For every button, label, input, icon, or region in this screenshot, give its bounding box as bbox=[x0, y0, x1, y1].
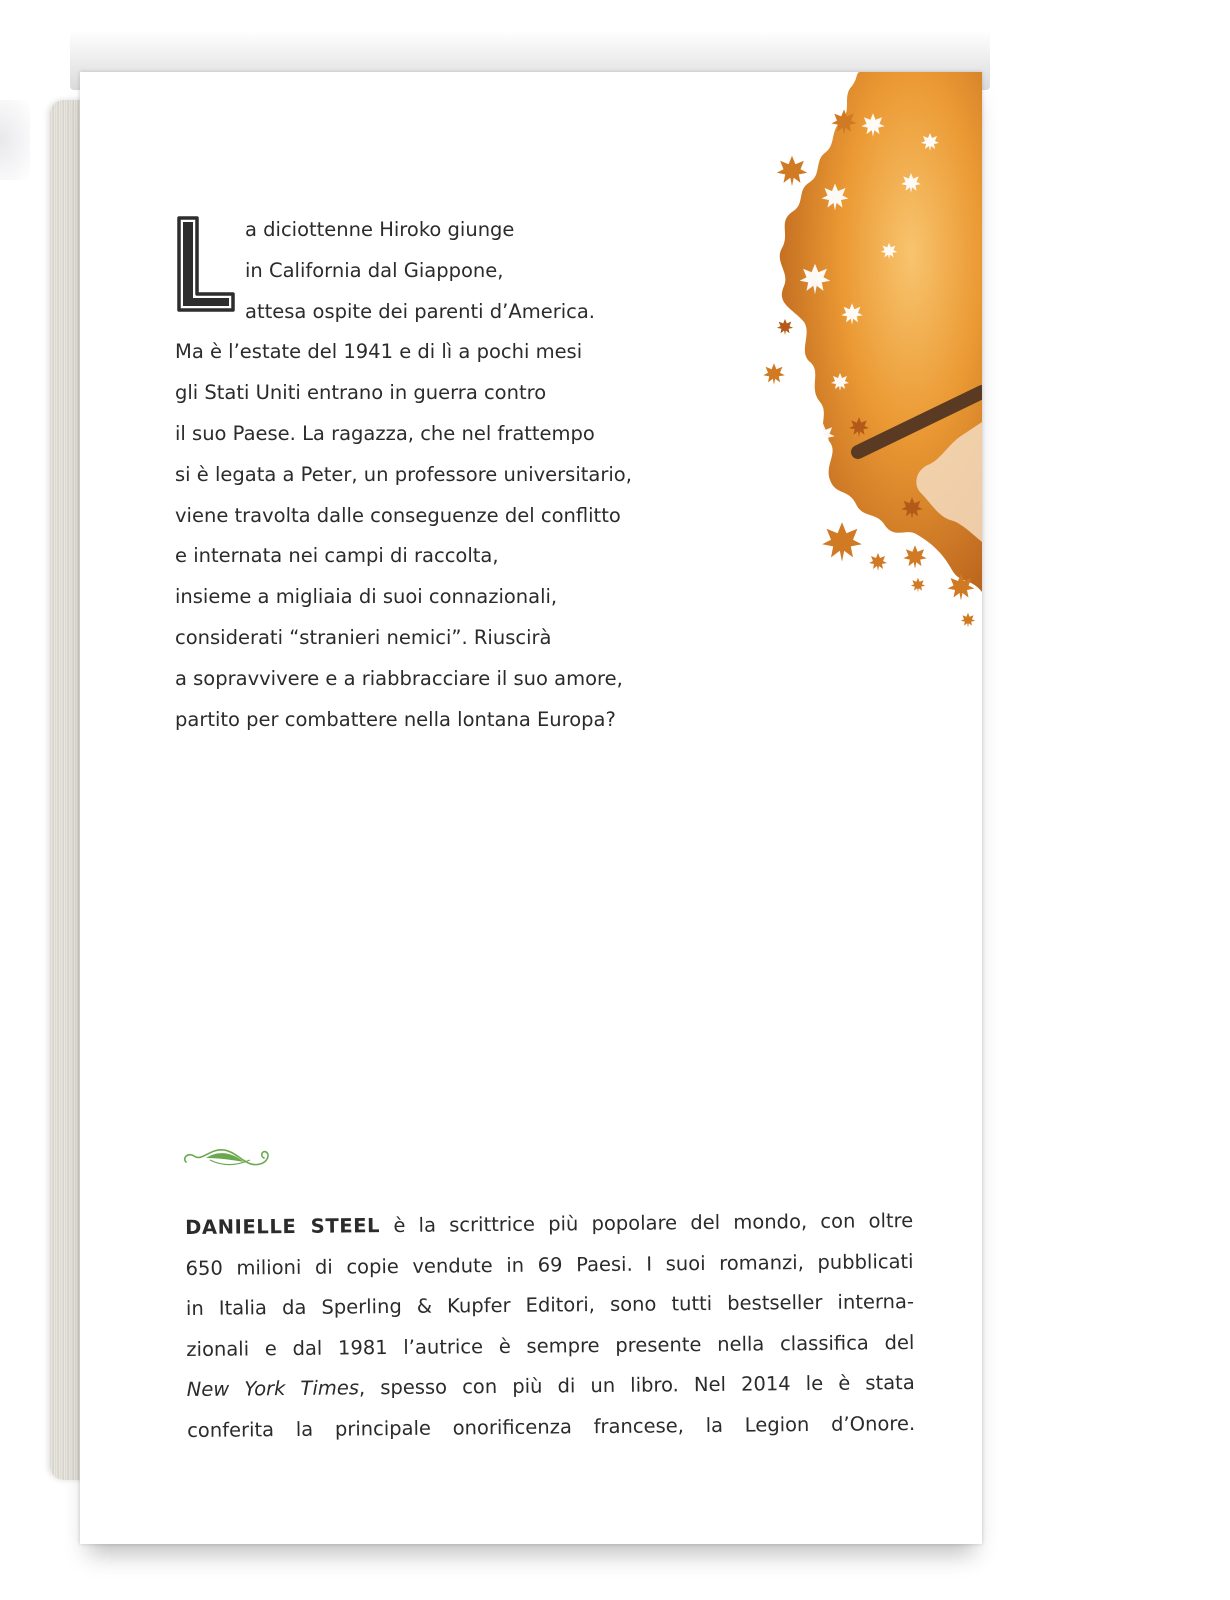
bio-text: è la scrittrice più popolare del mondo, con oltre bbox=[380, 1209, 914, 1238]
newspaper-title: New York Times bbox=[186, 1376, 360, 1401]
blurb-line: attesa ospite dei parenti d’America. bbox=[245, 299, 596, 323]
bio-line: zionali e dal 1981 l’autrice è sempre presente nella classifica del bbox=[186, 1330, 915, 1361]
bio-line: in Italia da Sperling & Kupfer Editori, sono tutti bestseller interna- bbox=[185, 1290, 915, 1320]
autumn-leaves-illustration bbox=[680, 72, 982, 632]
blurb-line: partito per combattere nella lontana Europa? bbox=[175, 707, 616, 731]
bio-text: , spesso con più di un libro. Nel 2014 le è stata bbox=[358, 1371, 915, 1400]
blurb-text bbox=[175, 210, 715, 740]
blurb-line: insieme a migliaia di suoi connazionali, bbox=[175, 585, 558, 609]
swirl-ornament-icon bbox=[180, 1140, 276, 1174]
svg-text:L: L bbox=[175, 214, 176, 215]
blurb-line: viene travolta dalle conseguenze del conflitto bbox=[175, 503, 621, 527]
bio-line: conferita la principale onorificenza francese, la Legion d’Onore. bbox=[187, 1411, 916, 1442]
blurb-line: a diciottenne Hiroko giunge bbox=[245, 218, 515, 241]
blurb-line: a sopravvivere e a riabbracciare il suo amore, bbox=[175, 666, 623, 690]
blurb-line: considerati “stranieri nemici”. Riuscirà bbox=[175, 625, 552, 649]
bio-line: 650 milioni di copie vendute in 69 Paesi. I suoi romanzi, pubblicati bbox=[185, 1249, 914, 1280]
blurb-line: e internata nei campi di raccolta, bbox=[175, 544, 499, 568]
blurb-line: Ma è l’estate del 1941 e di lì a pochi mesi bbox=[175, 340, 583, 364]
left-smudge bbox=[0, 100, 30, 180]
back-cover-page bbox=[80, 72, 982, 1544]
blurb-line: gli Stati Uniti entrano in guerra contro bbox=[175, 381, 547, 405]
blurb-line: si è legata a Peter, un professore universitario, bbox=[175, 462, 632, 486]
author-bio bbox=[185, 1201, 927, 1451]
bio-line bbox=[185, 1201, 913, 1248]
blurb-line: in California dal Giappone, bbox=[245, 258, 504, 282]
author-name: DANIELLE STEEL bbox=[185, 1214, 381, 1239]
bio-line bbox=[187, 1363, 915, 1410]
blurb-line: il suo Paese. La ragazza, che nel frattempo bbox=[175, 421, 595, 445]
